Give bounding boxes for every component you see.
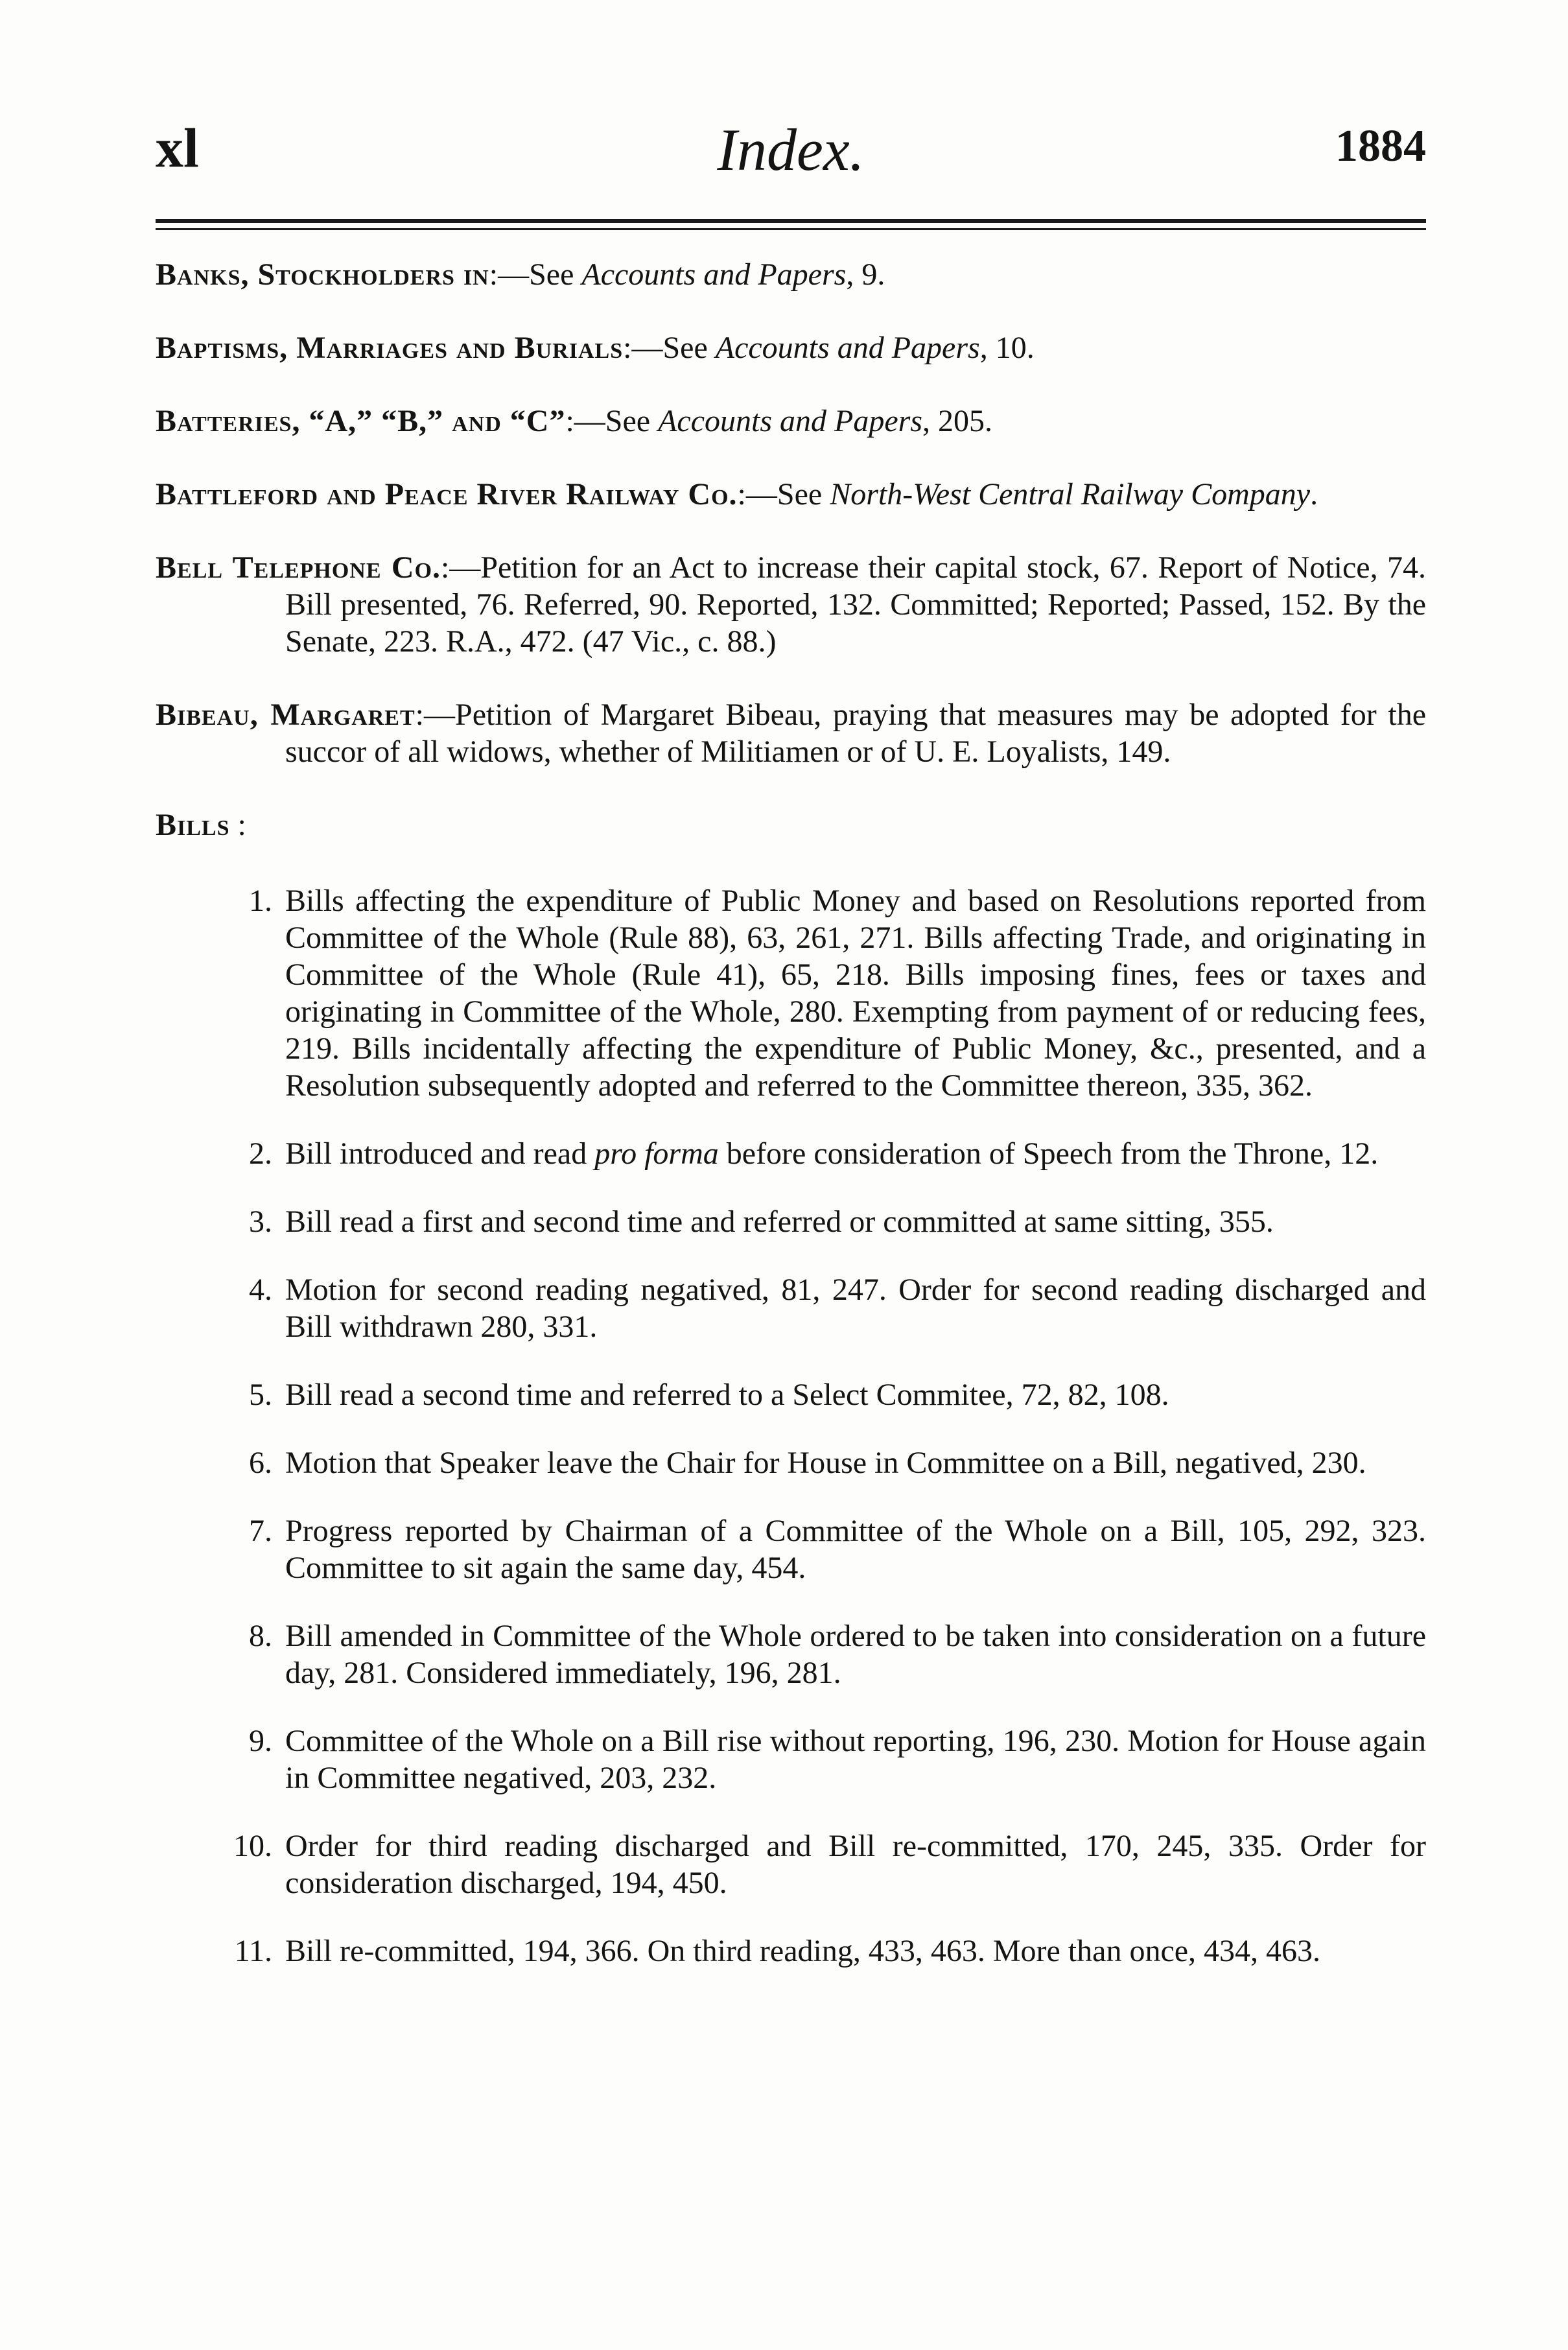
bill-item-text: Bill read a first and second time and referred or committed at same sitting, 355. <box>285 1204 1274 1239</box>
bill-item-number: 11. <box>234 1934 272 1968</box>
bill-item <box>156 1933 1426 1969</box>
index-entry <box>156 696 1426 770</box>
bill-item-text: Motion that Speaker leave the Chair for House in Committee on a Bill, negatived, 230. <box>285 1446 1366 1480</box>
bills-list <box>156 882 1426 1969</box>
entry-tail: , 9. <box>846 257 885 292</box>
entry-body: :—Petition of Margaret Bibeau, praying that measures may be adopted for the succor of all widows, whether of Militiamen or of U. E. Loyalists, 149. <box>285 698 1426 769</box>
bill-item-italic: pro forma <box>594 1136 719 1171</box>
bill-item <box>156 1617 1426 1691</box>
bill-item-number: 7. <box>249 1514 272 1548</box>
page-number: xl <box>156 117 199 179</box>
header-rule-thick <box>156 219 1426 223</box>
page-title: Index. <box>717 117 865 183</box>
bill-item-text: Bill read a second time and referred to a Select Commitee, 72, 82, 108. <box>285 1378 1169 1412</box>
index-entry <box>156 549 1426 660</box>
entry-reference: North-West Central Railway Company <box>830 477 1311 511</box>
entry-body: :—See <box>737 477 830 511</box>
year: 1884 <box>1335 121 1426 171</box>
bill-item <box>156 1722 1426 1796</box>
entry-reference: Accounts and Papers <box>581 257 847 292</box>
index-entry <box>156 329 1426 366</box>
bill-item <box>156 882 1426 1104</box>
bill-item-number: 1. <box>249 884 272 918</box>
bill-item-number: 5. <box>249 1378 272 1412</box>
bill-item-text: Bill introduced and read <box>285 1136 595 1171</box>
bill-item <box>156 1376 1426 1413</box>
bill-item-text: Motion for second reading negatived, 81, 247. Order for second reading discharged and Bill withdrawn 280, 331. <box>285 1273 1426 1344</box>
entry-reference: Accounts and Papers <box>658 404 923 438</box>
bill-item-text: Bills affecting the expenditure of Public Money and based on Resolutions reported from Committee of the Whole (Rule 88), 63, 261, 271. Bills affecting Trade, and originating in Committee of the Whole (Rule 41), 65, 218. Bills imposing fines, fees or taxes and originating in Committee of the Whole, 280. Exempting from payment of or reducing fees, 219. Bills incidentally affecting the expenditure of Public Money, &c., presented, and a Resolution subsequently adopted and referred to the Committee thereon, 335, 362. <box>285 884 1426 1103</box>
entry-tail: . <box>1310 477 1318 511</box>
entry-body: :—See <box>489 257 582 292</box>
bill-item <box>156 1135 1426 1172</box>
index-content <box>156 256 1426 2001</box>
bill-item-text: Progress reported by Chairman of a Committee of the Whole on a Bill, 105, 292, 323. Committee to sit again the same day, 454. <box>285 1514 1426 1585</box>
bill-item-text: Committee of the Whole on a Bill rise without reporting, 196, 230. Motion for House again in Committee negatived, 203, 232. <box>285 1724 1426 1795</box>
entry-tail: , 10. <box>979 331 1035 365</box>
entry-body: :—Petition for an Act to increase their capital stock, 67. Report of Notice, 74. Bill presented, 76. Referred, 90. Reported, 132. Committed; Reported; Passed, 152. By the Senate, 223. R.A., 472. (47 Vic., c. 88.) <box>285 550 1427 659</box>
index-entry <box>156 403 1426 440</box>
entry-heading: Banks, Stockholders in <box>156 257 489 292</box>
index-entry <box>156 256 1426 293</box>
bill-item <box>156 1203 1426 1240</box>
bill-item-text-end: before consideration of Speech from the Throne, 12. <box>718 1136 1379 1171</box>
bill-item-text: Order for third reading discharged and Bill re-committed, 170, 245, 335. Order for consideration discharged, 194, 450. <box>285 1829 1426 1900</box>
entry-reference: Accounts and Papers <box>715 331 980 365</box>
bill-item-number: 3. <box>249 1204 272 1239</box>
page-header <box>156 115 1426 193</box>
bill-item-number: 6. <box>249 1446 272 1480</box>
index-entries <box>156 256 1426 770</box>
entry-heading: Bibeau, Margaret <box>156 698 415 732</box>
entry-heading: Bell Telephone Co. <box>156 550 441 585</box>
bill-item-number: 8. <box>249 1619 272 1653</box>
bill-item-number: 2. <box>249 1136 272 1171</box>
entry-body: :—See <box>565 404 659 438</box>
bill-item-number: 9. <box>249 1724 272 1758</box>
bill-item <box>156 1271 1426 1345</box>
bill-item-number: 4. <box>249 1273 272 1307</box>
bill-item <box>156 1512 1426 1586</box>
entry-body: :—See <box>623 331 716 365</box>
bill-item-number: 10. <box>233 1829 272 1863</box>
bill-item-text: Bill re-committed, 194, 366. On third reading, 433, 463. More than once, 434, 463. <box>285 1934 1321 1968</box>
bills-heading: Bills : <box>156 808 246 842</box>
bill-item-text: Bill amended in Committee of the Whole ordered to be taken into consideration on a future day, 281. Considered immediately, 196, 281. <box>285 1619 1426 1690</box>
entry-heading: Battleford and Peace River Railway Co. <box>156 477 738 511</box>
header-rule-thin <box>156 228 1426 230</box>
index-entry <box>156 476 1426 513</box>
entry-heading: Batteries, “A,” “B,” and “C” <box>156 404 566 438</box>
entry-tail: , 205. <box>922 404 993 438</box>
bill-item <box>156 1827 1426 1901</box>
entry-heading: Baptisms, Marriages and Burials <box>156 331 624 365</box>
bill-item <box>156 1444 1426 1481</box>
